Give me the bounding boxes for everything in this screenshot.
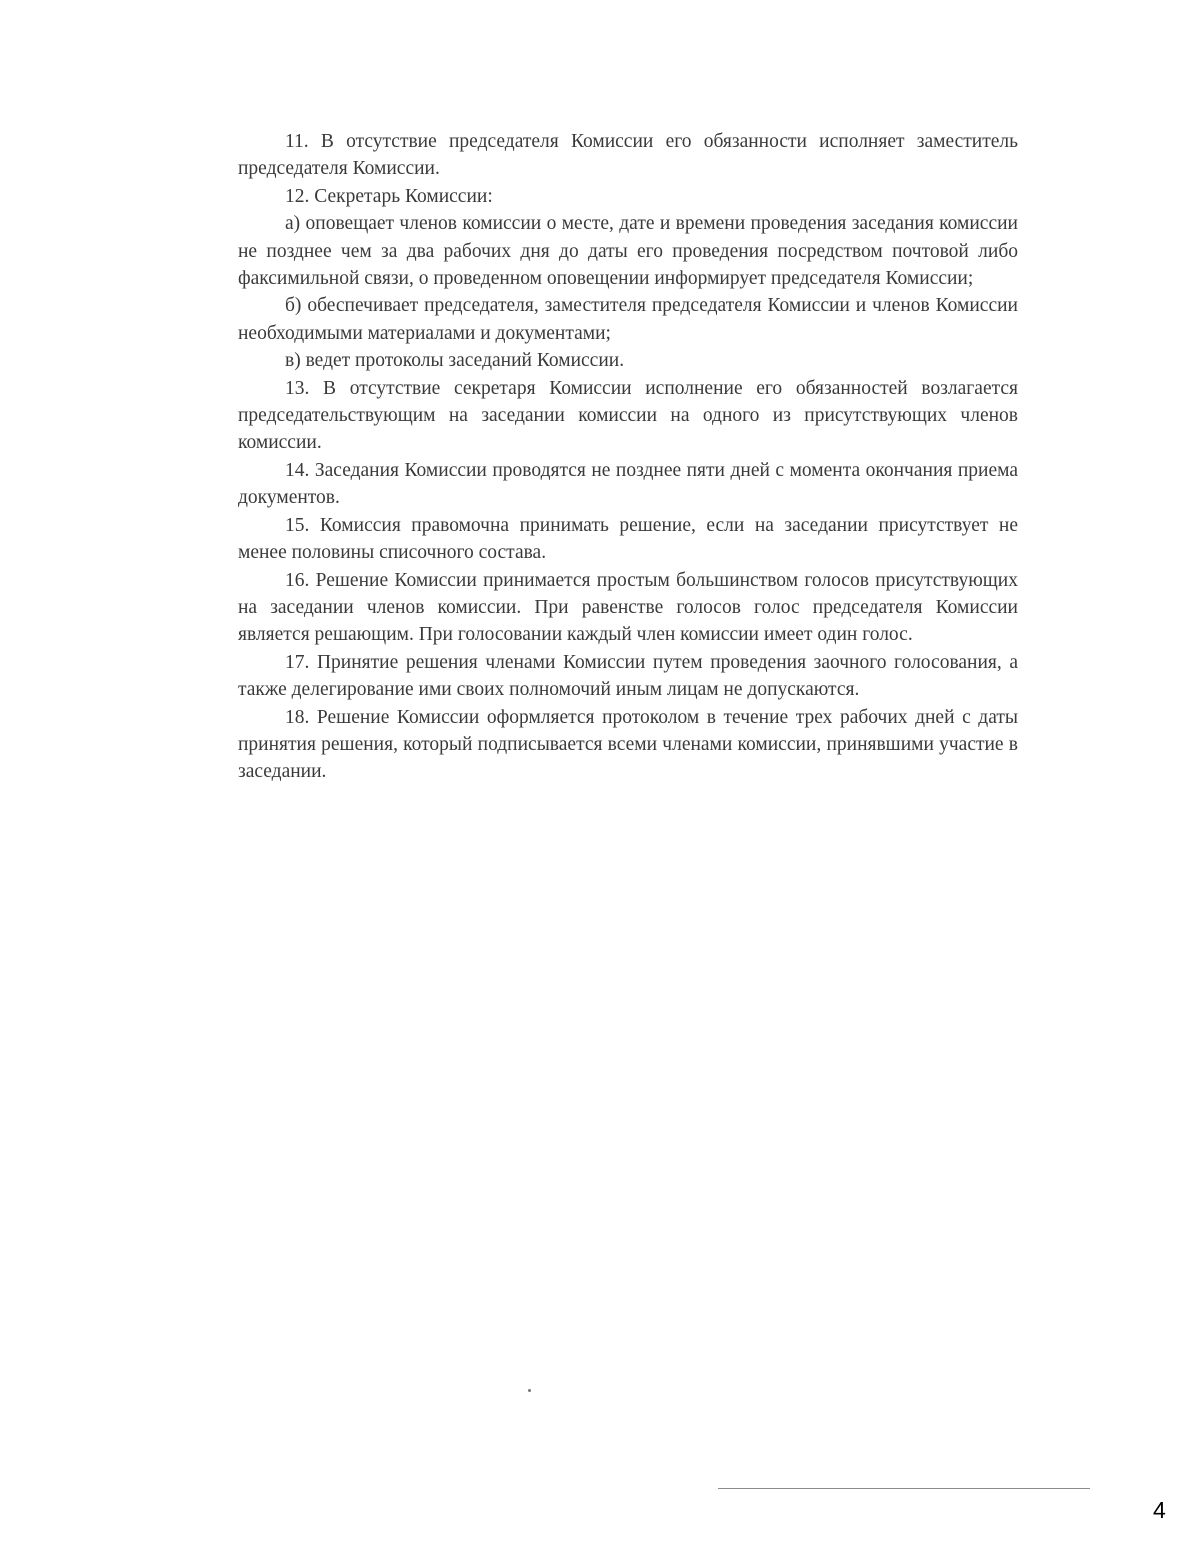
paragraph-15: 15. Комиссия правомочна принимать решение, если на заседании присутствует не менее половины списочного состава. xyxy=(238,514,1018,564)
footer-rule xyxy=(718,1488,1090,1489)
document-body xyxy=(238,128,1018,786)
scan-speck xyxy=(528,1389,531,1392)
paragraph-12-a: а) оповещает членов комиссии о месте, дате и времени проведения заседания комиссии не позднее чем за два рабочих дня до даты его проведения посредством почтовой либо факсимильной связи, о проведенном оповещении информирует председателя Комиссии; xyxy=(238,213,1018,290)
paragraph-14: 14. Заседания Комиссии проводятся не позднее пяти дней с момента окончания приема документов. xyxy=(238,459,1018,509)
paragraph-17: 17. Принятие решения членами Комиссии путем проведения заочного голосования, а также делегирование ими своих полномочий иным лицам не допускаются. xyxy=(238,651,1018,701)
paragraph-12: 12. Секретарь Комиссии: xyxy=(285,185,493,207)
paragraph-12-v: в) ведет протоколы заседаний Комиссии. xyxy=(285,350,625,372)
paragraph-16: 16. Решение Комиссии принимается простым большинством голосов присутствующих на заседании членов комиссии. При равенстве голосов голос председателя Комиссии является решающим. При голосовании каждый член комиссии имеет один голос. xyxy=(238,569,1018,646)
paragraph-18: 18. Решение Комиссии оформляется протоколом в течение трех рабочих дней с даты принятия решения, который подписывается всеми членами комиссии, принявшими участие в заседании. xyxy=(238,706,1018,783)
page-number: 4 xyxy=(1153,1497,1166,1523)
paragraph-12-b: б) обеспечивает председателя, заместителя председателя Комиссии и членов Комиссии необходимыми материалами и документами; xyxy=(238,295,1018,344)
paragraph-11: 11. В отсутствие председателя Комиссии его обязанности исполняет заместитель председателя Комиссии. xyxy=(238,131,1018,180)
paragraph-13: 13. В отсутствие секретаря Комиссии исполнение его обязанностей возлагается председательствующим на заседании комиссии на одного из присутствующих членов комиссии. xyxy=(238,377,1018,454)
